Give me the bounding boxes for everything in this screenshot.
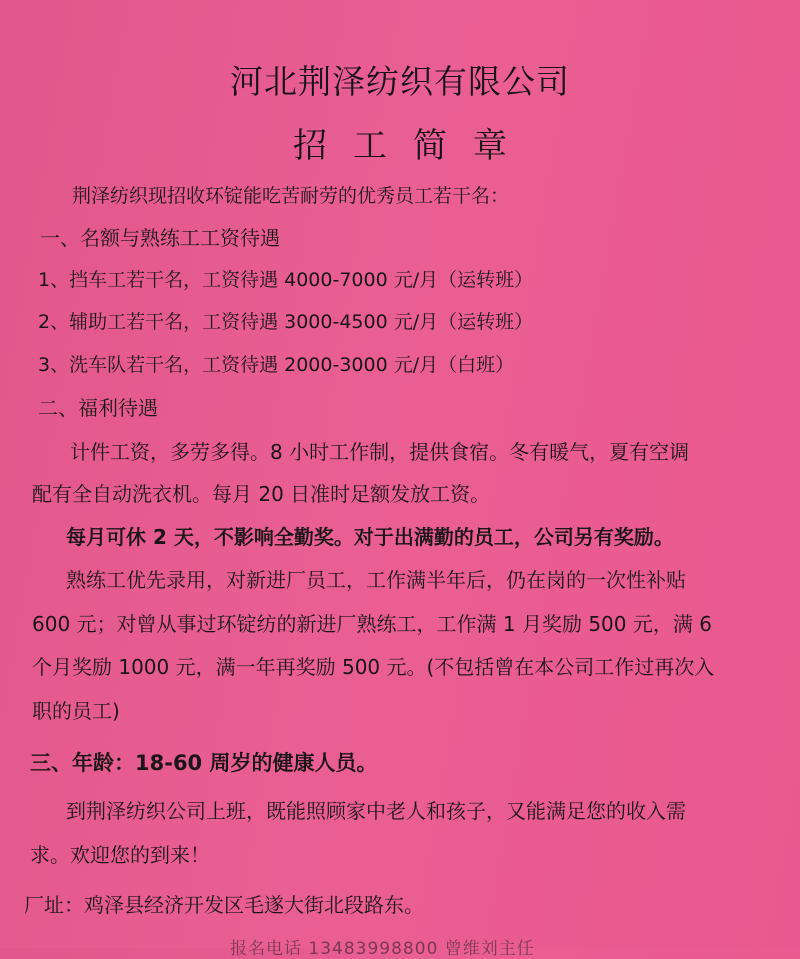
notice-subtitle: 招工简章 [293,126,533,166]
company-title: 河北荆泽纺织有限公司 [230,62,570,101]
intro-text: 荆泽纺织现招收环锭能吃苦耐劳的优秀员工若干名： [72,185,510,207]
section-age-heading: 三、年龄：18-60 周岁的健康人员。 [30,751,378,775]
welfare-line-4: 熟练工优先录用，对新进厂员工，工作满半年后，仍在岗的一次性补贴 [66,568,686,592]
age-line-2: 求。欢迎您的到来！ [30,843,210,867]
section-quota-heading: 一、名额与熟练工工资待遇 [40,226,280,250]
age-line-1: 到荆泽纺织公司上班，既能照顾家中老人和孩子，又能满足您的收入需 [66,799,686,823]
factory-address: 厂址：鸡泽县经济开发区毛遂大街北段路东。 [24,893,424,917]
quota-item-3: 3、洗车队若干名，工资待遇 2000-3000 元/月（白班） [38,354,515,376]
welfare-line-6: 个月奖励 1000 元，满一年再奖励 500 元。(不包括曾在本公司工作过再次入 [32,655,715,679]
contact-line-partial: 报名电话 13483998800 曾维刘主任 [230,939,535,959]
welfare-line-2: 配有全自动洗衣机。每月 20 日准时足额发放工资。 [32,482,491,506]
section-welfare-heading: 二、福利待遇 [38,396,158,420]
quota-item-1: 1、挡车工若干名，工资待遇 4000-7000 元/月（运转班） [38,269,534,291]
welfare-line-7: 职的员工) [32,699,120,723]
welfare-line-1: 计件工资，多劳多得。8 小时工作制，提供食宿。冬有暖气，夏有空调 [70,440,690,464]
welfare-line-5: 600 元；对曾从事过环锭纺的新进厂熟练工，工作满 1 月奖励 500 元，满 6 [32,612,712,636]
quota-item-2: 2、辅助工若干名，工资待遇 3000-4500 元/月（运转班） [38,311,534,333]
welfare-line-3: 每月可休 2 天，不影响全勤奖。对于出满勤的员工，公司另有奖励。 [66,525,674,549]
